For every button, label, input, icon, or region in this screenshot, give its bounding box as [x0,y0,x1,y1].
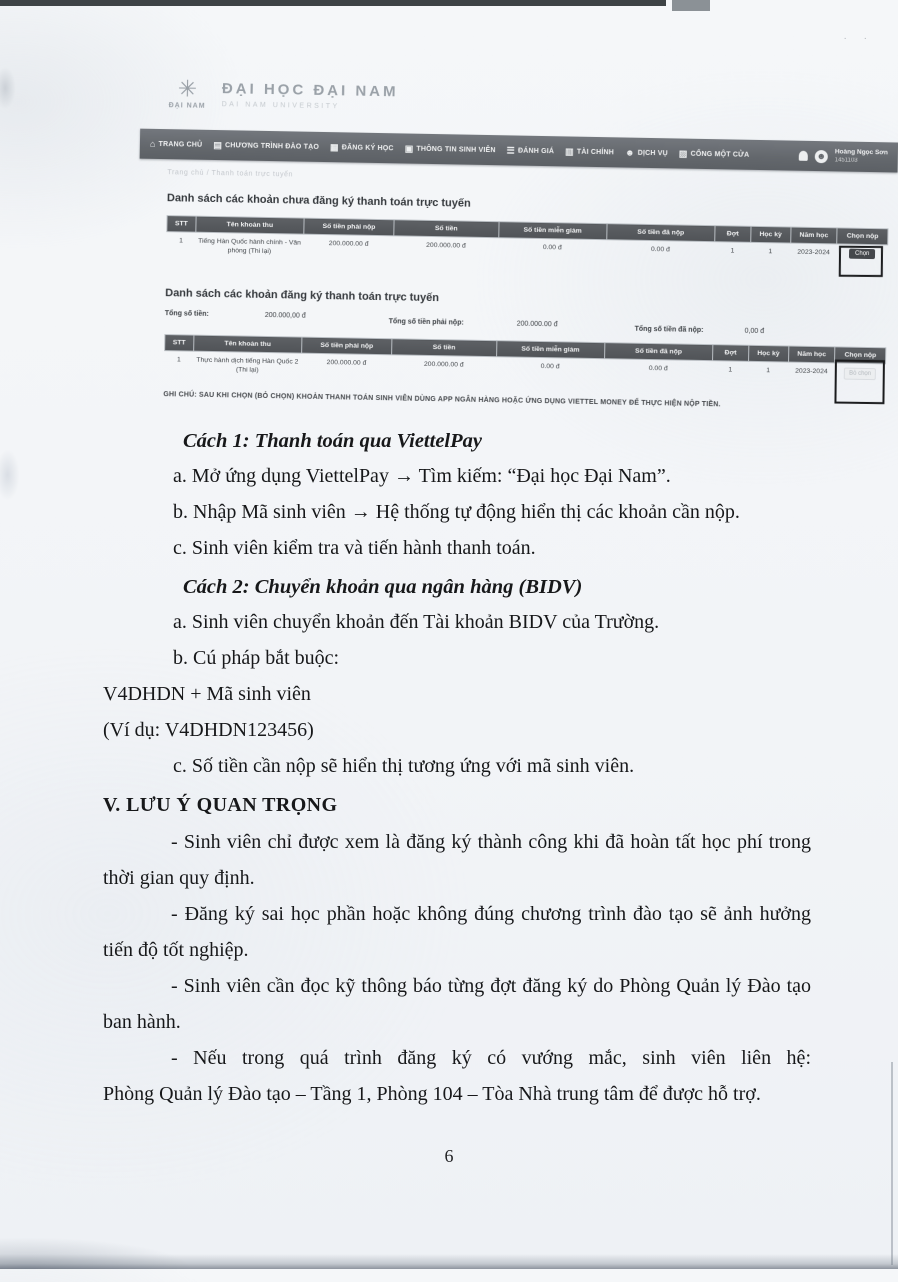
unregistered-table-title: Danh sách các khoản chưa đăng ký thanh toán trực tuyến [166,192,471,210]
nav-item-tai-chinh[interactable] [565,147,614,157]
handdrawn-annotation-box [834,360,884,405]
col-header: STT [165,335,194,352]
nav-item-chuong-trinh-dao-tao[interactable] [213,140,319,151]
cell-ten-khoan-thu: Thực hành dịch tiếng Hàn Quốc 2 (Thi lại) [196,356,299,374]
cell-nam-hoc: 2023-2024 [797,248,830,257]
method1-step-c: c. Sinh viên kiểm tra và tiến hành thanh toán. [173,537,536,559]
method2-step-c: c. Số tiền cần nộp sẽ hiển thị tương ứng với mã sinh viên. [173,755,635,777]
col-header: Đợt [715,226,751,243]
total-paid-value: 0,00 đ [744,327,765,336]
breadcrumb[interactable]: Trang chủ / Thanh toán trực tuyến [167,169,294,179]
col-header: Số tiền miễn giảm [496,341,604,359]
col-header: Năm học [788,346,835,363]
user-info[interactable] [835,148,888,165]
col-header: Số tiền phải nộp [304,218,394,236]
note-paragraph: - Đăng ký sai học phần hoặc không đúng chương trình đào tạo sẽ ảnh hưởng tiến độ tốt nghiệp. [103,903,811,961]
col-header: Học kỳ [748,345,788,362]
evaluation-icon: ☰ [506,144,516,156]
university-name: ĐẠI HỌC ĐẠI NAM [221,80,399,101]
nav-label: ĐĂNG KÝ HỌC [341,143,394,152]
col-header: Số tiền [392,339,497,357]
nav-label: ĐÁNH GIÁ [517,147,555,155]
nav-item-dang-ky-hoc[interactable] [330,143,394,153]
registered-payments-table [164,334,887,390]
logo-flower-icon: ✳ [177,75,198,102]
method1-step-a: a. Mở ứng dụng ViettelPay → Tìm kiếm: “Đại học Đại Nam”. [173,465,671,487]
transfer-syntax: V4DHDN + Mã sinh viên [103,683,311,705]
ghi-chu-note: GHI CHÚ: SAU KHI CHỌN (BỎ CHỌN) KHOẢN THANH TOÁN SINH VIÊN DÙNG APP NGÂN HÀNG HOẶC ỨNG DỤNG VIETTEL MONEY ĐỂ THỰC HIỆN NỘP TIỀN. [163,391,721,409]
cell-da-nop: 0.00 đ [650,246,670,254]
one-stop-icon: ▨ [678,148,688,159]
total-payable-label: Tổng số tiền phải nộp: [388,318,464,327]
cell-hoc-ky: 1 [768,248,773,256]
cell-so-tien: 200.000.00 đ [423,360,464,369]
method1-heading: Cách 1: Thanh toán qua ViettelPay [183,430,482,452]
method2-step-a: a. Sinh viên chuyển khoản đến Tài khoản BIDV của Trường. [173,611,660,633]
nav-label: TRANG CHỦ [158,140,203,149]
services-icon: ☻ [624,147,635,158]
total-payable-value: 200.000.00 đ [516,320,558,329]
cell-stt: 1 [176,356,181,364]
col-header: Số tiền đã nộp [607,224,715,242]
total-amount-label: Tổng số tiền: [164,310,209,318]
cell-hoc-ky: 1 [766,367,771,375]
curriculum-icon: ▤ [213,139,223,150]
cell-mien-giam: 0.00 đ [542,244,562,252]
cell-so-tien-phai-nop: 200.000.00 đ [328,240,369,248]
col-header: Số tiền đã nộp [604,343,712,361]
bo-chon-button[interactable]: Bỏ chọn [844,368,876,381]
nav-item-thong-tin-sinh-vien[interactable] [405,144,496,155]
cell-dot: 1 [730,247,735,255]
note-paragraph: - Sinh viên cần đọc kỹ thông báo từng đợt đăng ký do Phòng Quản lý Đào tạo ban hành. [103,975,811,1033]
total-amount-value: 200.000,00 đ [264,311,306,320]
university-logo-block [169,76,399,113]
cell-ten-khoan-thu: Tiếng Hàn Quốc hành chính - Văn phòng (Thi lại) [198,237,302,256]
method1-step-b: b. Nhập Mã sinh viên → Hệ thống tự động hiển thị các khoản cần nộp. [173,501,740,523]
col-header: STT [167,216,196,233]
nav-item-danh-gia[interactable] [507,146,555,156]
scan-smudge-marks: · · [843,33,874,44]
col-header: Học kỳ [751,226,791,243]
registered-table-title: Danh sách các khoản đăng ký thanh toán trực tuyến [165,287,440,305]
course-registration-icon: ▦ [329,141,339,152]
scan-right-edge-line [891,1062,893,1265]
student-info-icon: ▣ [404,142,414,154]
portal-navbar [140,129,898,173]
scan-bottom-edge-artifact [0,1254,898,1269]
university-logo [169,76,207,110]
col-header: Đợt [712,345,748,362]
total-paid-label: Tổng số tiền đã nộp: [634,325,704,334]
page-number: 6 [444,1146,454,1166]
chon-button[interactable]: Chọn [849,249,876,259]
col-header: Số tiền miễn giảm [498,222,606,240]
user-code: 1451103 [834,157,858,164]
method2-heading: Cách 2: Chuyển khoản qua ngân hàng (BIDV) [183,576,583,598]
note-paragraph-continuation: Phòng Quản lý Đào tạo – Tầng 1, Phòng 104 – Tòa Nhà trung tâm để được hỗ trợ. [103,1083,761,1105]
col-header: Chọn nộp [837,228,888,245]
nav-item-trang-chu[interactable] [150,139,203,149]
unregistered-payments-table [166,215,889,271]
transfer-syntax-example: (Ví dụ: V4DHDN123456) [103,719,314,741]
col-header: Số tiền phải nộp [302,337,392,355]
col-header: Năm học [790,227,837,244]
university-subtitle: DAI NAM UNIVERSITY [221,101,340,111]
nav-label: DỊCH VỤ [637,149,668,157]
document-body [103,424,811,1112]
col-header: Số tiền [394,220,499,238]
cell-da-nop: 0.00 đ [648,364,668,373]
nav-label: CỔNG MỘT CỬA [690,150,750,159]
nav-item-cong-mot-cua[interactable] [679,149,750,159]
nav-label: CHƯƠNG TRÌNH ĐÀO TẠO [225,141,320,151]
method2-step-b: b. Cú pháp bắt buộc: [173,647,340,669]
important-notes-heading: V. LƯU Ý QUAN TRỌNG [103,794,338,816]
col-header: Chọn nộp [835,347,886,364]
col-header: Tên khoản thu [196,216,304,234]
cell-mien-giam: 0.00 đ [540,363,560,371]
cell-stt: 1 [179,237,184,245]
finance-icon: ▥ [565,145,574,157]
col-header: Tên khoản thu [193,335,301,353]
user-avatar[interactable]: ☻ [815,150,828,163]
note-paragraph: - Nếu trong quá trình đăng ký có vướng mắc, sinh viên liên hệ: [171,1047,811,1069]
cell-nam-hoc: 2023-2024 [795,367,828,376]
logo-caption: ĐẠI NAM [168,102,206,110]
handdrawn-annotation-box [839,246,883,277]
nav-item-dich-vu[interactable] [625,148,668,158]
nav-label: THÔNG TIN SINH VIÊN [416,145,496,154]
nav-label: TÀI CHÍNH [576,148,615,156]
home-icon: ⌂ [149,138,156,149]
note-paragraph: - Sinh viên chỉ được xem là đăng ký thành công khi đã hoàn tất học phí trong thời gian quy định. [103,831,811,889]
user-name: Hoàng Ngọc Sơn [834,148,888,157]
cell-so-tien: 200.000.00 đ [426,241,466,250]
notification-bell-icon[interactable] [799,151,808,161]
cell-so-tien-phai-nop: 200.000.00 đ [326,359,367,367]
cell-dot: 1 [728,366,733,374]
